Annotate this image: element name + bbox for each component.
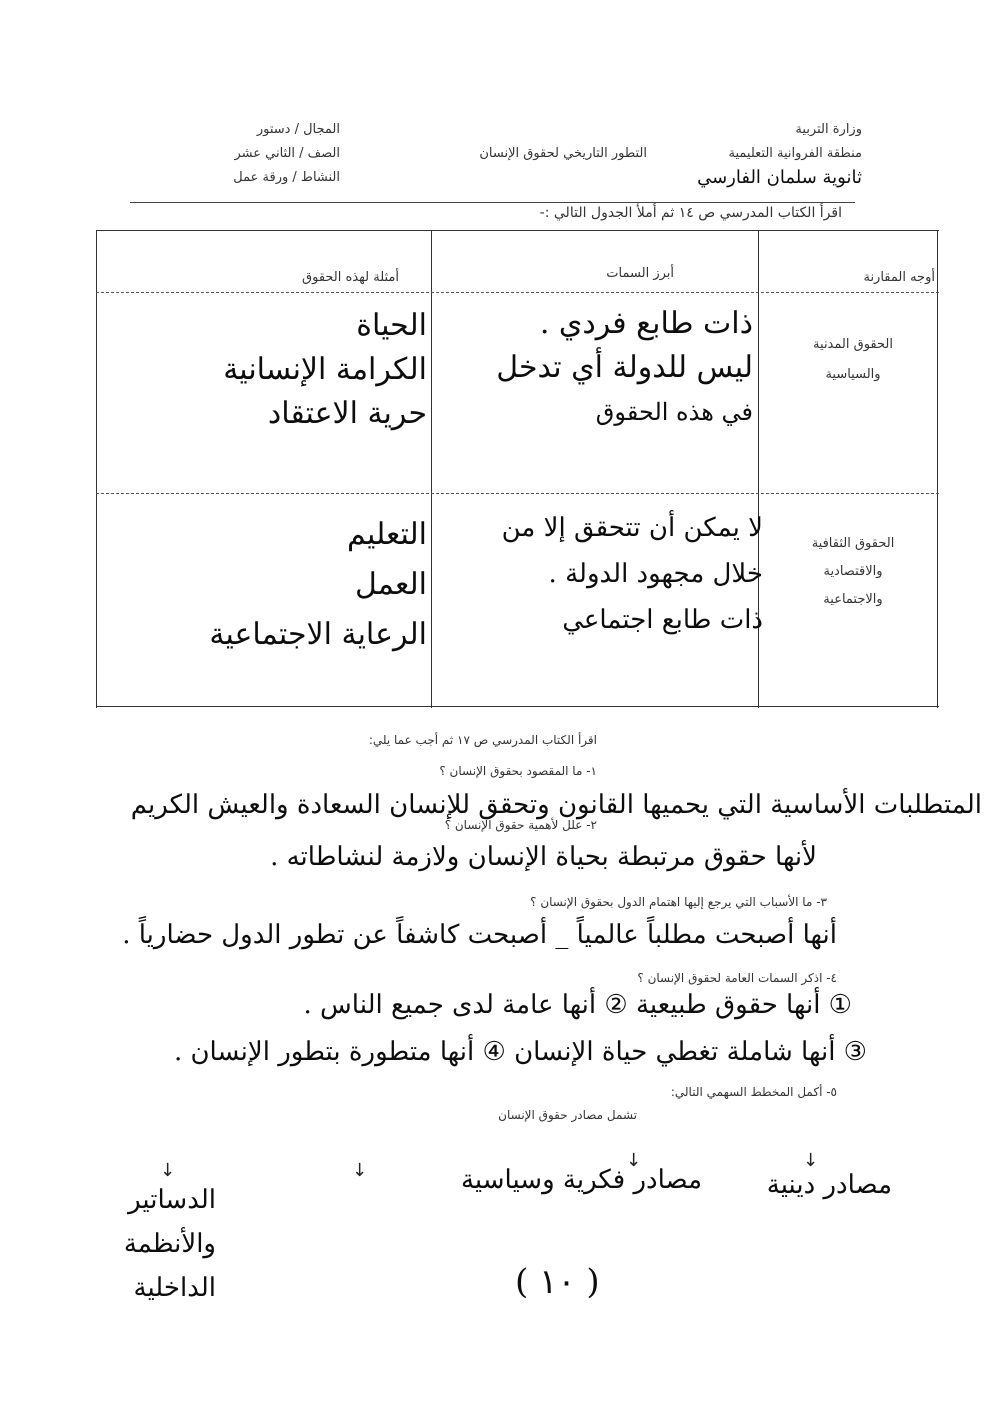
row1-feature-2: ليس للدولة أي تدخل <box>496 350 753 385</box>
instruction-table: اقرأ الكتاب المدرسي ص ١٤ ثم أملأ الجدول التالي :- <box>539 205 842 221</box>
row2-examples <box>209 510 427 660</box>
diagram-branch-religious: مصادر دينية <box>766 1170 892 1200</box>
q4-answer-line1: ① أنها حقوق طبيعية ② أنها عامة لدى جميع الناس . <box>303 990 852 1020</box>
row2-example-2: العمل <box>354 567 427 602</box>
instruction-questions: اقرأ الكتاب المدرسي ص ١٧ ثم أجب عما يلي: <box>368 733 597 747</box>
table-header-comparison: أوجه المقارنة <box>863 270 935 285</box>
q4-prompt: ٤- اذكر السمات العامة لحقوق الإنسان ؟ <box>637 971 837 985</box>
arrow-down-icon: ↓ <box>160 1160 176 1181</box>
row1-features <box>496 302 753 434</box>
table-col-divider-1 <box>431 230 432 708</box>
table-header-divider <box>96 292 939 293</box>
header-right <box>642 118 862 190</box>
table-border-top <box>96 230 939 231</box>
header-district: منطقة الفروانية التعليمية <box>728 146 862 161</box>
constitutions-line2: والأنظمة <box>123 1229 216 1259</box>
header-left <box>160 118 340 190</box>
q5-prompt: ٥- أكمل المخطط السهمي التالي: <box>670 1085 837 1099</box>
q3-prompt: ٣- ما الأسباب التي يرجع إليها اهتمام الدول بحقوق الإنسان ؟ <box>530 895 827 909</box>
row2-example-3: الرعاية الاجتماعية <box>209 617 427 652</box>
row1-example-2: الكرامة الإنسانية <box>223 352 427 387</box>
header-grade: الصف / الثاني عشر <box>234 146 340 161</box>
q1-answer: المتطلبات الأساسية التي يحميها القانون وتحقق للإنسان السعادة والعيش الكريم <box>130 790 982 820</box>
q3-answer: أنها أصبحت مطلباً عالمياً _ أصبحت كاشفاً عن تطور الدول حضارياً . <box>122 920 837 950</box>
table-header-examples: أمثلة لهذه الحقوق <box>302 270 399 285</box>
row2-label-line2: والاقتصادية <box>823 564 883 579</box>
table-header-features: أبرز السمات <box>606 266 674 281</box>
row2-label <box>773 530 933 614</box>
row1-examples <box>223 304 427 436</box>
header-divider <box>130 202 855 203</box>
header-school: ثانوية سلمان الفارسي <box>697 167 862 188</box>
row2-features <box>502 505 763 643</box>
header-field: المجال / دستور <box>256 122 340 137</box>
diagram-root: تشمل مصادر حقوق الإنسان <box>498 1108 637 1122</box>
q4-answer-line2: ③ أنها شاملة تغطي حياة الإنسان ④ أنها متطورة بتطور الإنسان . <box>173 1037 867 1067</box>
row2-label-line1: الحقوق الثقافية <box>811 536 895 551</box>
table-row-divider <box>96 493 939 494</box>
table-border-bottom <box>96 706 939 707</box>
header-activity: النشاط / ورقة عمل <box>233 170 340 185</box>
grade-mark: ( ١٠ ) <box>515 1262 600 1302</box>
q1-prompt: ١- ما المقصود بحقوق الإنسان ؟ <box>439 764 597 778</box>
arrow-down-icon: ↓ <box>626 1150 642 1171</box>
diagram-branch-political: مصادر فكرية وسياسية <box>460 1165 702 1195</box>
header-ministry: وزارة التربية <box>795 122 862 137</box>
header-subject-title: التطور التاريخي لحقوق الإنسان <box>479 146 647 161</box>
row1-feature-1: ذات طابع فردي . <box>539 306 753 341</box>
row2-label-line3: والاجتماعية <box>823 592 883 607</box>
row2-example-1: التعليم <box>347 517 427 552</box>
row1-label-line2: والسياسية <box>825 367 881 382</box>
arrow-down-icon: ↓ <box>352 1160 368 1181</box>
q2-prompt: ٢- علل لأهمية حقوق الإنسان ؟ <box>444 818 597 832</box>
row2-feature-1: لا يمكن أن تتحقق إلا من <box>501 513 763 543</box>
row1-example-1: الحياة <box>356 308 427 343</box>
table-border-right <box>937 230 938 708</box>
arrow-down-icon: ↓ <box>803 1150 819 1171</box>
row1-label-line1: الحقوق المدنية <box>813 337 893 352</box>
q2-answer: لأنها حقوق مرتبطة بحياة الإنسان ولازمة لنشاطاته . <box>270 842 817 872</box>
row2-feature-3: ذات طابع اجتماعي <box>562 605 763 635</box>
table-border-left <box>96 230 97 708</box>
row2-feature-2: خلال مجهود الدولة . <box>548 559 763 589</box>
row1-example-3: حرية الاعتقاد <box>267 396 427 431</box>
row1-label <box>773 330 933 390</box>
comparison-table <box>96 230 939 708</box>
diagram-branch-constitutions <box>124 1178 216 1310</box>
row1-feature-3: في هذه الحقوق <box>595 398 753 426</box>
constitutions-line3: الداخلية <box>133 1273 216 1303</box>
constitutions-line1: الدساتير <box>128 1185 216 1215</box>
